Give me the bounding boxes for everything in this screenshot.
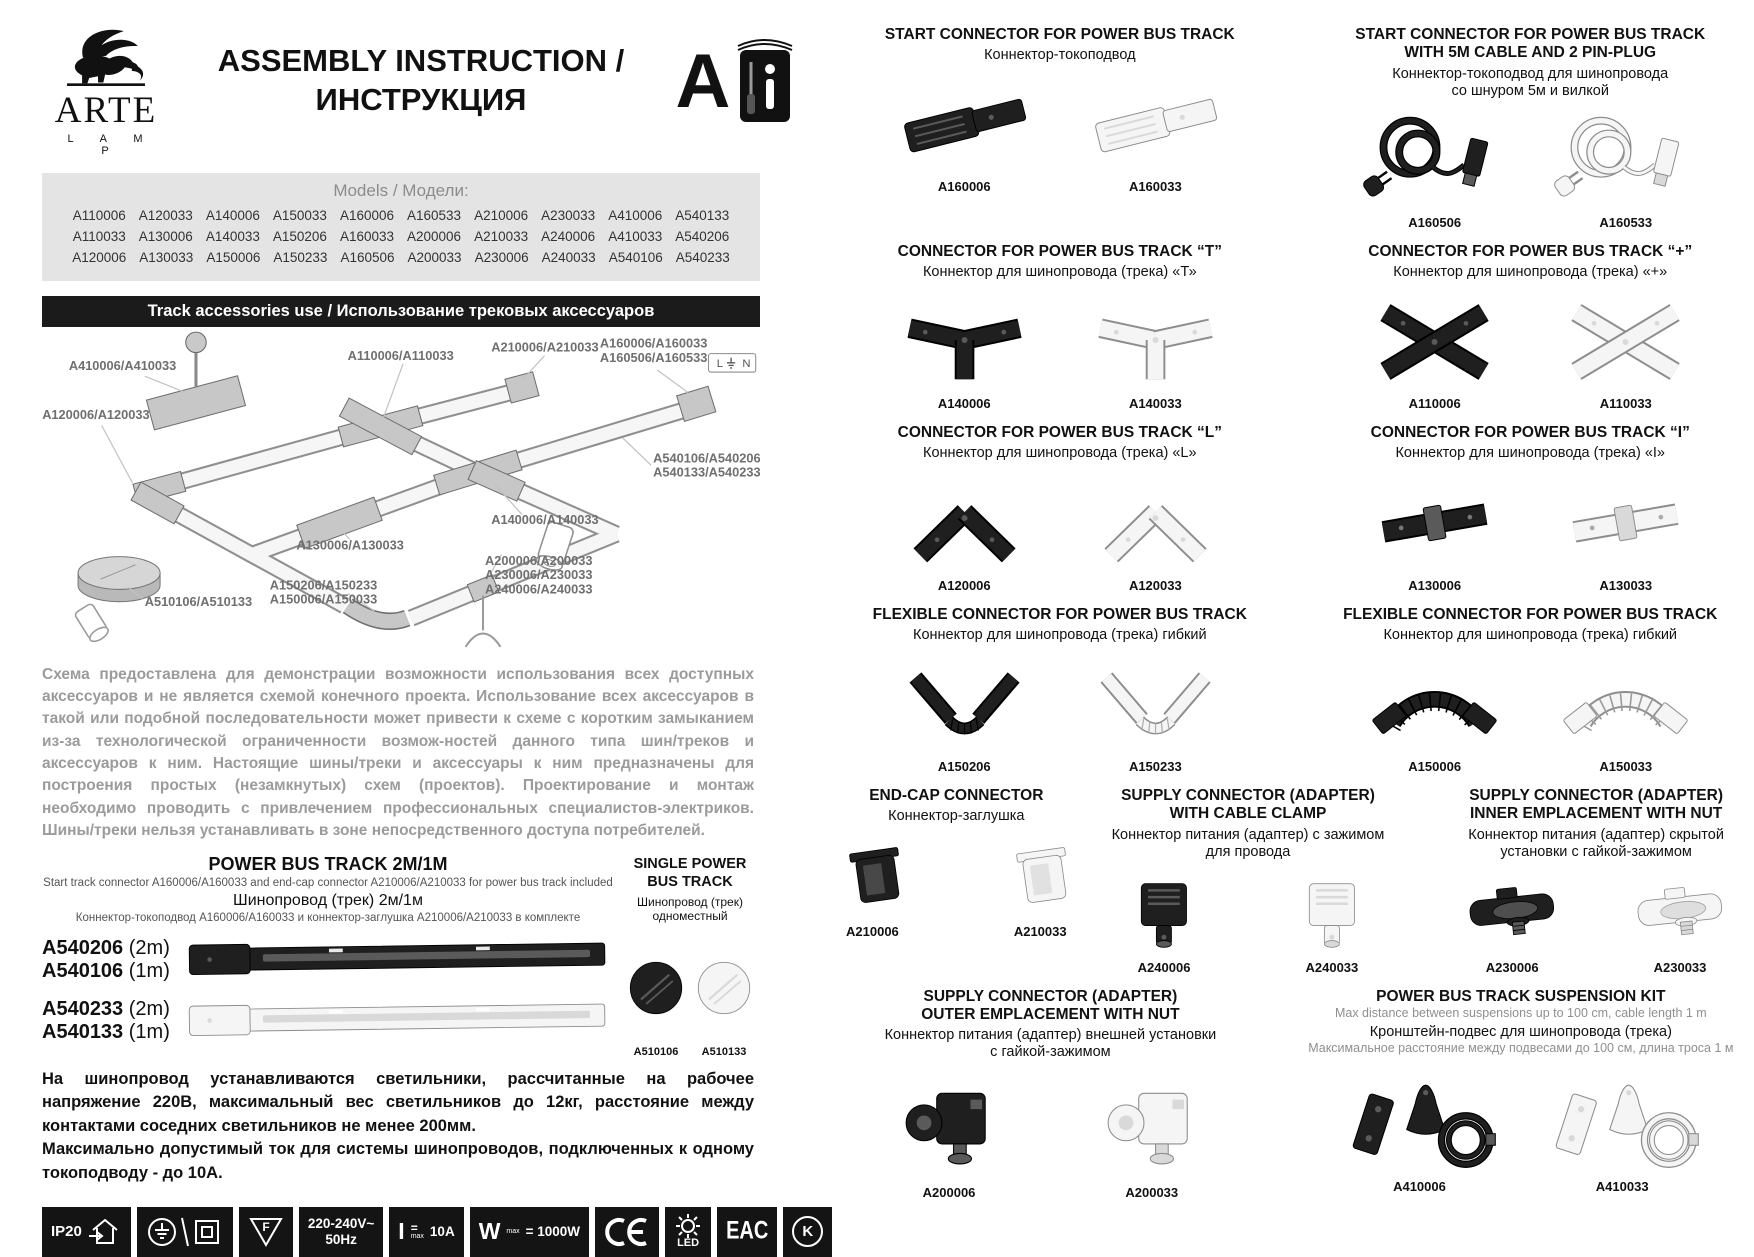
product-code: A110006 xyxy=(1408,396,1461,412)
product-image-i-white xyxy=(1547,469,1704,577)
product-image-flexv-white xyxy=(1077,650,1234,758)
product-figures xyxy=(1292,287,1754,411)
model-code: A240033 xyxy=(541,249,596,265)
product-row xyxy=(834,26,1754,230)
product-figures xyxy=(840,70,1280,194)
sec-sub-line: Max distance between suspensions up to 100 cm, cable length 1 m xyxy=(1334,1006,1707,1021)
product-image-endcap-black xyxy=(806,831,940,923)
product-image-flexc-white xyxy=(1547,650,1704,758)
model-code: A200006 xyxy=(407,228,462,244)
product-code: A210033 xyxy=(1013,924,1067,940)
product-image-cable-white xyxy=(1547,106,1704,214)
model-code: A210006 xyxy=(474,208,529,223)
product-image-t-white xyxy=(1077,287,1234,395)
track-row-white: A540233 (2m) A540133 (1m) xyxy=(42,995,614,1046)
product-row xyxy=(834,787,1754,975)
model-code: A210033 xyxy=(474,228,529,244)
product-section-A210006 xyxy=(834,787,1079,975)
sec-ru-line: Коннектор для шинопровода (трека) «L» xyxy=(923,445,1197,462)
winged-lion-icon xyxy=(51,24,161,86)
diagram-label: A210006/A210033 xyxy=(491,339,599,355)
product-code: A150006 xyxy=(1408,758,1462,774)
power-bus-track-main xyxy=(42,854,614,1058)
product-code: A240033 xyxy=(1305,959,1359,975)
product-section-A240006 xyxy=(1079,787,1418,975)
model-code: A110033 xyxy=(72,228,126,244)
track-code: A540206 xyxy=(42,936,124,959)
diagram-label: A110006/A110033 xyxy=(347,347,454,363)
sec-title-line: SUPPLY CONNECTOR (ADAPTER) xyxy=(1469,786,1723,804)
track-code: A540106 xyxy=(42,959,124,982)
sec-title-line: CONNECTOR FOR POWER BUS TRACK “+” xyxy=(1368,242,1693,260)
manual-book-icon xyxy=(734,36,796,128)
sec-title-line: WITH CABLE CLAMP xyxy=(1169,805,1327,823)
model-code: A540233 xyxy=(675,249,730,265)
product-image-cable-black xyxy=(1356,106,1513,214)
sec-ru-line: Коннектор питания (адаптер) внешней установки xyxy=(884,1027,1217,1044)
product-image-adapter2-black xyxy=(1445,867,1579,959)
product-code: A160033 xyxy=(1128,179,1182,195)
sec-ru-line: Коннектор питания (адаптер) с зажимом xyxy=(1111,826,1385,843)
product-figures xyxy=(840,831,1073,939)
product-code: A240006 xyxy=(1137,959,1191,975)
product-code: A120006 xyxy=(937,577,991,593)
models-box xyxy=(42,173,760,281)
sec-ru-line: Коннектор для шинопровода (трека) гибкий xyxy=(913,626,1207,643)
sec-title-line: CONNECTOR FOR POWER BUS TRACK “I” xyxy=(1370,424,1690,442)
product-figure xyxy=(1356,650,1513,774)
product-code: A410033 xyxy=(1595,1179,1649,1195)
max-current-badge: I = max 10A xyxy=(389,1207,463,1257)
product-image-flexv-black xyxy=(886,650,1043,758)
kc-mark-icon: K xyxy=(792,1216,823,1247)
product-figure xyxy=(886,287,1043,411)
product-image-adapter3-black xyxy=(865,1068,1034,1184)
white-track-image xyxy=(182,995,614,1046)
product-image-t-black xyxy=(886,287,1043,395)
sec-title-line: CONNECTOR FOR POWER BUS TRACK “L” xyxy=(897,424,1222,442)
diagram-label: A130006/A130033 xyxy=(296,537,404,553)
product-image-i-black xyxy=(1356,469,1513,577)
product-figures xyxy=(1292,106,1754,230)
single-title-ru-2: одноместный xyxy=(652,909,728,924)
model-code: A540206 xyxy=(675,228,730,244)
page-title xyxy=(170,24,672,120)
diagram-label: A140006/A140033 xyxy=(491,511,599,527)
product-figure xyxy=(886,70,1043,194)
ln-terminal-label xyxy=(709,353,756,371)
product-section-A120006 xyxy=(834,424,1286,592)
product-figure xyxy=(1265,867,1399,975)
sec-ru-line: Коннектор для шинопровода (трека) «I» xyxy=(1395,445,1665,462)
l-connector-block xyxy=(131,471,186,523)
product-figure xyxy=(1077,650,1234,774)
product-figure xyxy=(1097,867,1231,975)
house-icon xyxy=(88,1216,122,1248)
diagram-label: A150206/A150233 A150006/A150033 xyxy=(269,577,378,607)
pbt-title-ru: Шинопровод (трек) 2м/1м xyxy=(233,892,423,910)
single-disc-figure xyxy=(625,934,687,1058)
model-code: A120033 xyxy=(138,208,193,223)
booklet-letter: A xyxy=(675,39,731,124)
product-figure xyxy=(1538,1062,1707,1194)
power-bus-track-image-black xyxy=(182,934,614,980)
single-track-disc-white xyxy=(693,934,755,1042)
diagram-label: A510106/A510133 xyxy=(144,593,253,609)
sec-title-line: INNER EMPLACEMENT WITH NUT xyxy=(1469,805,1723,823)
header xyxy=(42,24,800,157)
model-code: A140006 xyxy=(205,208,260,223)
product-code: A210006 xyxy=(846,924,899,940)
product-image-start-white xyxy=(1077,70,1234,178)
title-line-1: ASSEMBLY INSTRUCTION / xyxy=(217,43,625,78)
product-code: A510133 xyxy=(701,1045,747,1058)
sec-ru-line: Коннектор для шинопровода (трека) гибкий xyxy=(1383,626,1678,643)
model-code: A160506 xyxy=(340,249,395,265)
products-panel xyxy=(800,0,1754,1241)
product-section-A160006 xyxy=(834,26,1286,230)
brand-name: ARTE xyxy=(54,90,158,131)
track-layout-diagram xyxy=(42,329,760,655)
model-code: A540106 xyxy=(608,249,663,265)
single-track-disc-black xyxy=(625,934,687,1042)
product-code: A200006 xyxy=(922,1184,976,1200)
sec-title-line: POWER BUS TRACK SUSPENSION KIT xyxy=(1376,987,1666,1005)
product-code: A160006 xyxy=(937,179,991,195)
sec-title-line: START CONNECTOR FOR POWER BUS TRACK xyxy=(1355,26,1706,43)
models-row xyxy=(42,206,760,227)
sec-ru-line: с гайкой-зажимом xyxy=(990,1044,1111,1061)
product-code: A510106 xyxy=(633,1045,679,1058)
product-figures xyxy=(840,650,1280,774)
track-accessories-banner: Track accessories use / Использование трековых аксессуаров xyxy=(42,296,760,327)
model-code: A160033 xyxy=(339,228,394,244)
product-section-A150206 xyxy=(834,606,1286,774)
pbt-subtitle-en: Start track connector A160006/A160033 and end-cap connector A210006/A210033 for power bus track included xyxy=(43,877,613,890)
power-bus-track-image-white xyxy=(182,995,614,1041)
svg-text:L: L xyxy=(716,357,724,370)
sec-title-line: END-CAP CONNECTOR xyxy=(869,786,1044,804)
model-code: A130006 xyxy=(138,228,193,244)
product-code: A200033 xyxy=(1125,1184,1179,1200)
product-code: A150206 xyxy=(937,758,991,774)
product-figure xyxy=(1356,469,1513,593)
ce-badge xyxy=(595,1207,659,1257)
ip20-badge: IP20 xyxy=(42,1207,131,1257)
product-figure xyxy=(886,469,1043,593)
model-code: A150006 xyxy=(206,249,261,265)
product-figures xyxy=(1085,867,1412,975)
brand-logo xyxy=(42,24,170,157)
product-code: A140006 xyxy=(937,396,991,412)
model-code: A230033 xyxy=(541,208,596,223)
product-code: A230033 xyxy=(1653,959,1707,975)
sec-ru-line: Коннектор-токоподвод для шинопровода xyxy=(1392,65,1669,82)
product-figure xyxy=(865,1068,1034,1200)
model-code: A240006 xyxy=(541,228,596,244)
diagram-label: A120006/A120033 xyxy=(42,406,150,422)
product-section-A230006 xyxy=(1417,787,1754,975)
sec-ru-line: Коннектор для шинопровода (трека) «+» xyxy=(1393,264,1668,281)
led-badge: LED xyxy=(665,1207,711,1257)
models-label: Models / Модели: xyxy=(333,181,469,200)
single-title-ru-1: Шинопровод (трек) xyxy=(637,895,743,910)
power-bus-track-section xyxy=(42,854,766,1058)
product-code: A140033 xyxy=(1128,396,1182,412)
product-row xyxy=(834,606,1754,774)
svg-text:N: N xyxy=(742,357,751,370)
single-title-2: BUS TRACK xyxy=(647,873,733,890)
single-power-bus-track xyxy=(614,854,766,1058)
diagram-label: A200006/A200033 A230006/A230033 A240006/A240033 xyxy=(485,552,593,597)
model-code: A230006 xyxy=(474,249,529,265)
f-flammability-badge xyxy=(239,1207,293,1257)
sec-title-line: SUPPLY CONNECTOR (ADAPTER) xyxy=(1121,786,1375,804)
single-title-1: SINGLE POWER xyxy=(633,856,747,873)
ce-mark-icon xyxy=(604,1217,650,1247)
disclaimer-text: Схема предоставлена для демонстрации возможности использования всех доступных аксессуаров и не является схемой конечного проекта. Использование всех аксессуаров в такой или подобной последовательности может привести к схеме с коротким замыканием из-за технологической ограниченности возмож-ностей данного типа шин/треков и аксессуаров к ним. Настоящие шины/треки и аксессуары к ним предназначены для построения простых (незамкнутых) схем (проектов). Проектирование и монтаж необходимо проводить с привлечением профессиональных специалистов-электриков. Шины/треки нельзя устанавливать в зоне непосредственного доступа потребителей. xyxy=(42,665,754,839)
sec-ru-line: со шнуром 5м и вилкой xyxy=(1451,82,1609,99)
sec-ru-line: Коннектор-заглушка xyxy=(888,808,1025,825)
product-figure xyxy=(1613,867,1747,975)
product-image-adapter1-black xyxy=(1097,867,1231,959)
product-figures xyxy=(1292,650,1754,774)
product-section-A140006 xyxy=(834,243,1286,411)
model-code: A540133 xyxy=(675,208,730,223)
sec-ru-line: Коннектор-токоподвод xyxy=(984,47,1136,64)
sec-ru-line: для провода xyxy=(1205,843,1291,860)
pbt-subtitle-ru: Коннектор-токоподвод A160006/A160033 и коннектор-заглушка A210006/A210033 в комплекте xyxy=(75,912,581,925)
product-figure xyxy=(886,650,1043,774)
product-section-A200006 xyxy=(834,988,1267,1200)
product-code: A120033 xyxy=(1128,577,1182,593)
track-row-black: A540206 (2m) A540106 (1m) xyxy=(42,934,614,985)
sec-title-line: SUPPLY CONNECTOR (ADAPTER) xyxy=(923,987,1178,1005)
model-code: A120006 xyxy=(72,249,127,265)
product-code: A410006 xyxy=(1393,1179,1446,1195)
model-code: A150033 xyxy=(272,208,327,223)
track-code: A540133 xyxy=(42,1020,124,1043)
grounding-class-badge xyxy=(137,1207,233,1257)
model-code: A110006 xyxy=(72,208,126,223)
product-image-plus-black xyxy=(1356,287,1513,395)
product-image-adapter1-white xyxy=(1265,867,1399,959)
title-line-2: ИНСТРУКЦИЯ xyxy=(315,81,527,117)
product-figures xyxy=(840,469,1280,593)
product-figure xyxy=(1547,106,1704,230)
voltage-badge: 220-240V~ 50Hz xyxy=(299,1207,383,1257)
product-figure xyxy=(1356,287,1513,411)
product-image-l-white xyxy=(1077,469,1234,577)
max-wattage-badge: W max = 1000W xyxy=(470,1207,589,1257)
sec-ru-line: Кронштейн-подвес для шинопровода (трека) xyxy=(1369,1024,1672,1041)
product-code: A130006 xyxy=(1408,577,1462,593)
product-figure xyxy=(1547,287,1704,411)
svg-text:F: F xyxy=(262,1219,270,1234)
note-2: Максимально допустимый ток для системы шинопроводов, подключенных к одному токоподводу - до 10А. xyxy=(42,1140,754,1182)
product-section-A110006 xyxy=(1286,243,1754,411)
product-code: A130033 xyxy=(1599,577,1653,593)
product-figure xyxy=(1445,867,1579,975)
product-row xyxy=(834,988,1754,1200)
product-image-adapter3-white xyxy=(1067,1068,1236,1184)
left-column xyxy=(0,0,814,1250)
product-image-suspension-black xyxy=(1335,1062,1504,1178)
product-figures xyxy=(1423,867,1754,975)
model-code: A150233 xyxy=(273,249,328,265)
product-code: A160506 xyxy=(1408,214,1462,230)
product-section-A160506 xyxy=(1286,26,1754,230)
sec-ru-line: Коннектор для шинопровода (трека) «Т» xyxy=(922,264,1197,281)
product-image-plus-white xyxy=(1547,287,1704,395)
diagram-label: A410006/A410033 xyxy=(68,357,177,373)
diagram-label: A160006/A160033 A160506/A160533 xyxy=(599,335,708,365)
track-code: A540233 xyxy=(42,997,124,1020)
product-image-start-black xyxy=(886,70,1043,178)
product-figure xyxy=(1335,1062,1504,1194)
sec-ru-line: установки с гайкой-зажимом xyxy=(1500,843,1692,860)
sec-title-line: START CONNECTOR FOR POWER BUS TRACK xyxy=(884,26,1235,43)
product-row xyxy=(834,424,1754,592)
single-disc-figure xyxy=(693,934,755,1058)
product-row xyxy=(834,243,1754,411)
brand-subname: L A M P xyxy=(67,133,155,157)
product-figures xyxy=(840,1068,1261,1200)
product-code: A150033 xyxy=(1599,758,1653,774)
certification-badges xyxy=(42,1207,814,1257)
product-section-A150006 xyxy=(1286,606,1754,774)
sec-title-line: WITH 5M CABLE AND 2 PIN-PLUG xyxy=(1404,44,1657,62)
model-code: A140033 xyxy=(205,228,260,244)
product-figures xyxy=(1273,1062,1754,1194)
assembly-booklet-icon xyxy=(672,24,800,128)
product-image-flexc-black xyxy=(1356,650,1513,758)
product-figure xyxy=(1077,469,1234,593)
models-row xyxy=(42,248,760,269)
sec-sub-line: Максимальное расстояние между подвесами до 100 см, длина троса 1 м xyxy=(1308,1041,1734,1056)
product-section-A410006 xyxy=(1267,988,1754,1200)
eac-badge: EAC xyxy=(717,1207,777,1257)
product-figures xyxy=(840,287,1280,411)
usage-notes xyxy=(42,1068,754,1185)
product-figure xyxy=(1067,1068,1236,1200)
ground-class-icon xyxy=(146,1215,224,1249)
product-figure xyxy=(1547,650,1704,774)
product-image-l-black xyxy=(886,469,1043,577)
black-track-image xyxy=(182,934,614,985)
model-code: A160533 xyxy=(407,208,462,223)
start-connector-block xyxy=(677,386,716,421)
f-triangle-icon xyxy=(248,1215,284,1249)
product-image-adapter2-white xyxy=(1613,867,1747,959)
model-code: A410006 xyxy=(608,208,663,223)
product-section-A130006 xyxy=(1286,424,1754,592)
model-code: A150206 xyxy=(272,228,327,244)
product-code: A110033 xyxy=(1599,396,1652,412)
product-figure xyxy=(1356,106,1513,230)
product-code: A160533 xyxy=(1599,214,1653,230)
product-figure xyxy=(1077,287,1234,411)
model-code: A410033 xyxy=(608,228,663,244)
sec-title-line: OUTER EMPLACEMENT WITH NUT xyxy=(921,1006,1180,1024)
product-figure xyxy=(1077,70,1234,194)
sec-title-line: FLEXIBLE CONNECTOR FOR POWER BUS TRACK xyxy=(1343,605,1718,623)
models-row xyxy=(42,227,760,248)
models-list xyxy=(42,206,760,269)
model-code: A160006 xyxy=(339,208,394,223)
sec-title-line: CONNECTOR FOR POWER BUS TRACK “T” xyxy=(897,242,1222,260)
diagram-label: A540106/A540206 A540133/A540233 xyxy=(653,450,760,480)
endcap-block xyxy=(505,372,539,403)
product-code: A150233 xyxy=(1128,758,1182,774)
product-figure xyxy=(806,831,940,939)
product-figure xyxy=(1547,469,1704,593)
model-code: A200033 xyxy=(407,249,462,265)
sec-title-line: FLEXIBLE CONNECTOR FOR POWER BUS TRACK xyxy=(872,605,1247,623)
product-code: A230006 xyxy=(1485,959,1539,975)
pbt-title: POWER BUS TRACK 2M/1M xyxy=(208,854,448,875)
note-1: На шинопровод устанавливаются светильники, рассчитанные на рабочее напряжение 220В, максимальный вес светильников до 12кг, расстояние между контактами соседних светильников не менее 200мм. xyxy=(42,1069,754,1135)
product-image-suspension-white xyxy=(1538,1062,1707,1178)
sec-ru-line: Коннектор питания (адаптер) скрытой xyxy=(1468,826,1724,843)
model-code: A130033 xyxy=(139,249,194,265)
product-figures xyxy=(1292,469,1754,593)
cross-connector-block xyxy=(338,398,423,455)
